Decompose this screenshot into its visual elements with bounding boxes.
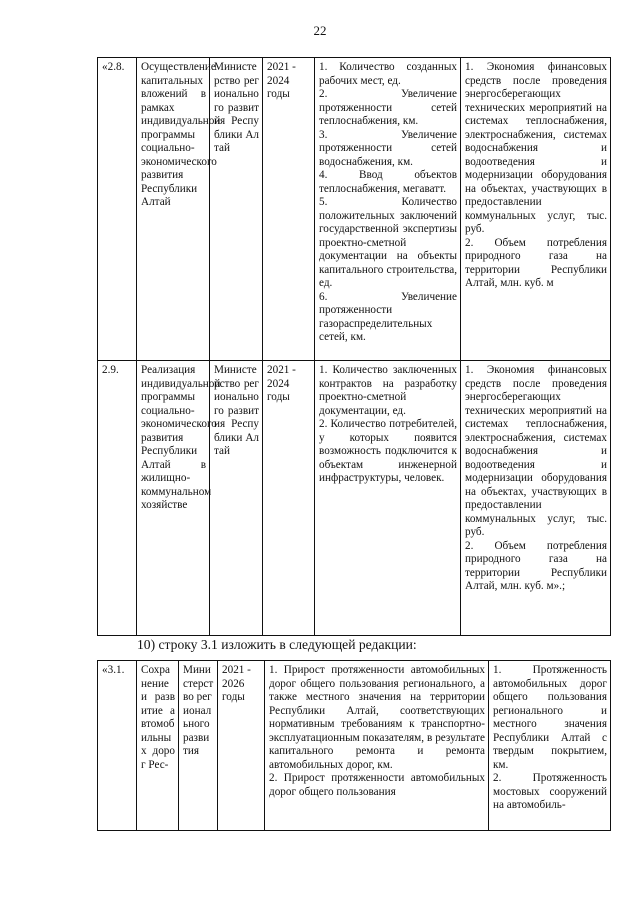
table-row: [98, 361, 611, 636]
indicator-item: 1. Протяженность автомобильных дорог общего пользования регионального и местного значения Республики Алтай с твердым покрытием, км.: [493, 664, 607, 771]
amendment-instruction: 10) строку 3.1 изложить в следующей редакции:: [137, 637, 417, 652]
period: 2021 - 2026 годы: [218, 661, 265, 831]
executor: Министерство регионального развития: [179, 661, 218, 831]
table-row: [98, 661, 611, 831]
page-number: 22: [313, 23, 327, 38]
result-item: 4. Ввод объектов теплоснабжения, мегаватт.: [319, 169, 457, 195]
indicator-item: 1. Экономия финансовых средств после проведения энергосберегающих технических мероприятий на системах теплоснабжения, электроснабжения, системах водоснабжения и водоотведения и модернизации оборудования на объектах, участвующих в предоставлении коммунальных услуг, тыс. руб.: [465, 364, 607, 538]
executor: Министерство регионального развития Республики Алтай: [210, 58, 263, 361]
indicator-item: 1. Экономия финансовых средств после проведения энергосберегающих технических мероприятий на системах теплоснабжения, электроснабжения, системах водоснабжения и водоотведения и модернизации оборудования на объектах, участвующих в предоставлении коммунальных услуг, тыс. руб.: [465, 61, 607, 235]
results-list: [315, 58, 461, 361]
indicator-item: 2. Протяженность мостовых сооружений на автомобиль-: [493, 772, 607, 811]
result-item: 1. Прирост протяженности автомобильных дорог общего пользования регионального, а также местного значения на территории Республики Алтай, соответствующих нормативным требованиям к транспортно-эксплуатационным показателям, в результате капитального ремонта и ремонта автомобильных дорог, км.: [269, 664, 485, 771]
table-row: [98, 58, 611, 361]
activity-name: Реализация индивидуальной программы социально-экономического развития Республики Алтай в жилищно-коммунальном хозяйстве: [137, 361, 210, 636]
result-item: 2. Прирост протяженности автомобильных дорог общего пользования: [269, 772, 485, 798]
row-number: «2.8.: [98, 58, 137, 361]
activity-name: Осуществление капитальных вложений в рамках индивидуальной программы социально-экономического развития Республики Алтай: [137, 58, 210, 361]
indicators-list: [461, 58, 611, 361]
result-item: 1. Количество созданных рабочих мест, ед.: [319, 61, 457, 87]
activity-name: Сохранение и развитие автомобильных дорог Рес-: [137, 661, 179, 831]
result-item: 3. Увеличение протяженности сетей водоснабжения, км.: [319, 128, 457, 168]
indicator-item: 2. Объем потребления природного газа на территории Республики Алтай, млн. куб. м: [465, 236, 607, 289]
indicator-item: 2. Объем потребления природного газа на территории Республики Алтай, млн. куб. м».;: [465, 539, 607, 592]
period: 2021 - 2024 годы: [263, 58, 315, 361]
indicators-list: [489, 661, 611, 831]
program-table: [97, 57, 611, 636]
result-item: 1. Количество заключенных контрактов на разработку проектно-сметной документации, ед.: [319, 364, 457, 417]
indicators-list: [461, 361, 611, 636]
result-item: 2. Увеличение протяженности сетей теплоснабжения, км.: [319, 88, 457, 127]
results-list: [265, 661, 489, 831]
program-table-continued: [97, 660, 611, 831]
row-number: «3.1.: [98, 661, 137, 831]
result-item: 6. Увеличение протяженности газораспределительных сетей, км.: [319, 290, 457, 343]
row-number: 2.9.: [98, 361, 137, 636]
result-item: 2. Количество потребителей, у которых появится возможность подключится к объектам инженерной инфраструктуры, человек.: [319, 418, 457, 484]
results-list: [315, 361, 461, 636]
result-item: 5. Количество положительных заключений государственной экспертизы проектно-сметной документации на объекты капитального строительства, ед.: [319, 196, 457, 289]
period: 2021 - 2024 годы: [263, 361, 315, 636]
executor: Министерство регионального развития Республики Алтай: [210, 361, 263, 636]
